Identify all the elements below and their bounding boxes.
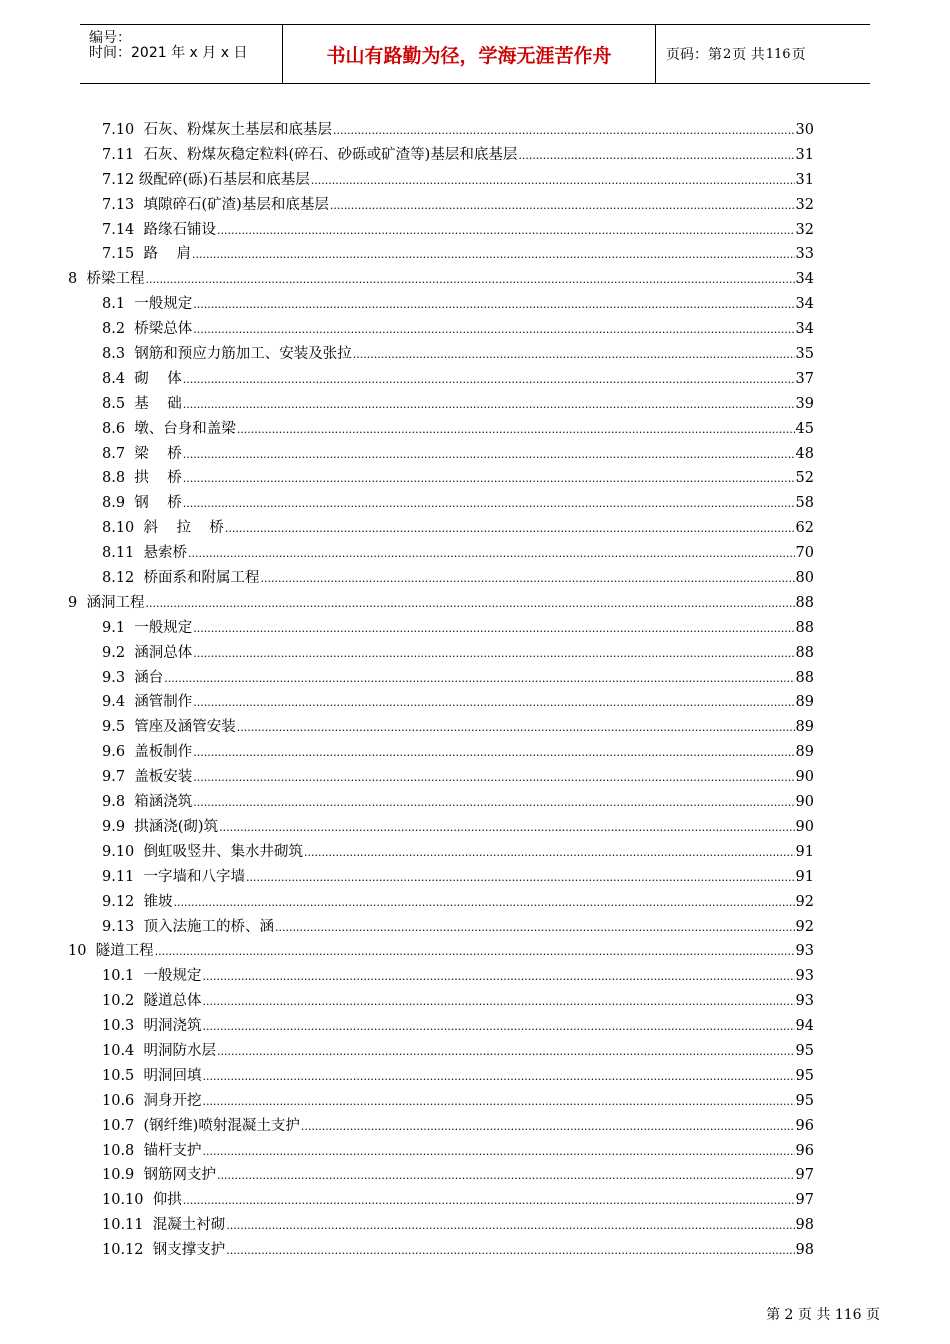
toc-entry-title: 7.10 石灰、粉煤灰土基层和底基层	[102, 122, 333, 138]
toc-entry-title: 7.14 路缘石铺设	[102, 221, 217, 238]
toc-entry[interactable]	[0, 616, 814, 641]
toc-entry-title: 10.2 隧道总体	[102, 993, 202, 1010]
toc-entry[interactable]	[0, 118, 814, 143]
toc-dot-leader	[518, 144, 794, 169]
toc-entry[interactable]	[0, 317, 814, 342]
footer-page-prefix: 第	[766, 1307, 781, 1323]
toc-entry[interactable]	[0, 168, 814, 193]
toc-entry[interactable]	[0, 790, 814, 815]
header-page-suffix: 页	[791, 47, 806, 63]
toc-dot-leader	[174, 891, 795, 916]
toc-dot-leader	[203, 965, 795, 990]
toc-dot-leader	[203, 1065, 795, 1090]
header-page-total: 116	[765, 46, 791, 62]
toc-entry-page: 48	[795, 445, 814, 462]
toc-entry[interactable]	[0, 815, 814, 840]
toc-entry-title: 10.4 明洞防水层	[102, 1042, 217, 1059]
toc-entry-page: 90	[795, 769, 814, 786]
toc-dot-leader	[217, 219, 795, 244]
toc-entry-title: 10.11 混凝土衬砌	[102, 1217, 226, 1234]
toc-entry[interactable]	[0, 765, 814, 790]
toc-entry-title: 8.4 砌 体	[102, 370, 182, 387]
toc-entry-title: 8.11 悬索桥	[102, 545, 188, 562]
toc-entry-title: 8.8 拱 桥	[102, 470, 182, 487]
toc-entry-page: 32	[795, 221, 814, 238]
toc-dot-leader	[183, 467, 795, 492]
toc-entry-page: 91	[795, 843, 814, 860]
page-footer	[766, 1304, 880, 1324]
toc-entry-page: 89	[795, 744, 814, 761]
toc-entry-title: 7.12 级配碎(砾)石基层和底基层	[102, 171, 310, 188]
toc-entry-page: 33	[795, 246, 814, 263]
toc-entry-title: 9.8 箱涵浇筑	[102, 794, 193, 811]
toc-entry-page: 95	[795, 1092, 814, 1109]
toc-entry-title: 10.10 仰拱	[102, 1192, 182, 1209]
toc-dot-leader	[246, 866, 795, 891]
toc-dot-leader	[183, 492, 795, 517]
toc-entry-title: 9.1 一般规定	[102, 619, 193, 636]
toc-dot-leader	[203, 1140, 795, 1165]
toc-entry-title: 8.7 梁 桥	[102, 445, 182, 462]
toc-entry-page: 62	[795, 520, 814, 537]
toc-entry-page: 34	[795, 271, 814, 288]
toc-entry[interactable]	[0, 666, 814, 691]
toc-dot-leader	[193, 741, 794, 766]
toc-dot-leader	[311, 169, 795, 194]
toc-dot-leader	[203, 990, 795, 1015]
toc-entry-page: 98	[795, 1242, 814, 1259]
toc-dot-leader	[219, 816, 794, 841]
header-page-info	[656, 25, 870, 83]
toc-entry-page: 88	[795, 619, 814, 636]
toc-dot-leader	[217, 1164, 795, 1189]
toc-entry-title: 7.11 石灰、粉煤灰稳定粒料(碎石、砂砾或矿渣等)基层和底基层	[102, 146, 518, 163]
toc-entry-page: 32	[795, 196, 814, 213]
toc-entry-page: 92	[795, 918, 814, 935]
toc-dot-leader	[275, 916, 795, 941]
toc-dot-leader	[145, 592, 794, 617]
toc-dot-leader	[353, 343, 795, 368]
footer-page-total: 116	[834, 1307, 862, 1323]
toc-entry[interactable]	[0, 342, 814, 367]
toc-entry-title: 9.5 管座及涵管安装	[102, 719, 236, 736]
toc-dot-leader	[226, 1214, 794, 1239]
toc-dot-leader	[225, 517, 795, 542]
toc-entry-page: 34	[795, 296, 814, 313]
toc-entry[interactable]	[0, 1188, 814, 1213]
header-page-current: 2	[723, 46, 732, 62]
toc-entry-title: 9 涵洞工程	[68, 594, 145, 611]
toc-entry-page: 90	[795, 794, 814, 811]
toc-dot-leader	[192, 243, 795, 268]
toc-entry-page: 31	[795, 171, 814, 188]
toc-entry-title: 10.6 洞身开挖	[102, 1092, 202, 1109]
document-number-label: 编号：	[89, 30, 131, 46]
toc-dot-leader	[188, 542, 795, 567]
toc-entry[interactable]	[0, 1139, 814, 1164]
toc-entry[interactable]	[0, 442, 814, 467]
toc-entry[interactable]	[0, 989, 814, 1014]
toc-entry-page: 88	[795, 594, 814, 611]
toc-dot-leader	[183, 393, 795, 418]
toc-entry-page: 30	[795, 122, 814, 138]
toc-dot-leader	[193, 293, 794, 318]
toc-dot-leader	[183, 368, 795, 393]
toc-entry[interactable]	[0, 516, 814, 541]
toc-dot-leader	[193, 791, 794, 816]
toc-entry-title: 8.12 桥面系和附属工程	[102, 570, 260, 587]
toc-entry-title: 10.8 锚杆支护	[102, 1142, 202, 1159]
toc-entry[interactable]	[0, 740, 814, 765]
header-page-prefix: 页码：第	[666, 47, 722, 63]
toc-entry-title: 8.1 一般规定	[102, 296, 193, 313]
toc-dot-leader	[261, 567, 795, 592]
toc-entry-title: 8.5 基 础	[102, 395, 182, 412]
toc-entry-page: 95	[795, 1042, 814, 1059]
toc-dot-leader	[193, 766, 794, 791]
toc-entry-page: 70	[795, 545, 814, 562]
toc-entry-page: 89	[795, 694, 814, 711]
toc-dot-leader	[203, 1090, 795, 1115]
toc-entry-page: 92	[795, 893, 814, 910]
toc-entry-title: 8.10 斜 拉 桥	[102, 520, 224, 537]
toc-entry[interactable]	[0, 915, 814, 940]
toc-dot-leader	[333, 119, 795, 144]
toc-entry-title: 8.9 钢 桥	[102, 495, 182, 512]
toc-entry-page: 88	[795, 669, 814, 686]
toc-entry-title: 9.2 涵洞总体	[102, 644, 193, 661]
table-of-contents	[0, 118, 950, 1263]
toc-dot-leader	[193, 617, 794, 642]
footer-page-current: 2	[784, 1307, 794, 1323]
toc-dot-leader	[226, 1239, 794, 1264]
toc-entry[interactable]	[0, 1114, 814, 1139]
toc-entry[interactable]	[0, 1238, 814, 1263]
toc-entry[interactable]	[0, 466, 814, 491]
page-header	[80, 24, 870, 84]
toc-entry-page: 93	[795, 943, 814, 960]
toc-entry-title: 10.7 (钢纤维)喷射混凝土支护	[102, 1117, 300, 1134]
document-time-label: 时间：2021 年 x 月 x 日	[89, 45, 248, 61]
toc-entry[interactable]	[0, 566, 814, 591]
toc-dot-leader	[183, 1189, 795, 1214]
toc-entry[interactable]	[0, 641, 814, 666]
toc-entry-page: 88	[795, 644, 814, 661]
header-motto: 书山有路勤为径，学海无涯苦作舟	[283, 25, 656, 83]
toc-entry-title: 8.6 墩、台身和盖梁	[102, 420, 236, 437]
toc-entry-title: 10.1 一般规定	[102, 968, 202, 985]
toc-entry[interactable]	[0, 939, 814, 964]
header-page-mid: 页 共	[732, 47, 765, 63]
toc-entry-title: 9.13 顶入法施工的桥、涵	[102, 918, 275, 935]
toc-entry[interactable]	[0, 1039, 814, 1064]
toc-entry[interactable]	[0, 143, 814, 168]
toc-entry[interactable]	[0, 267, 814, 292]
toc-entry[interactable]	[0, 865, 814, 890]
toc-entry-page: 95	[795, 1067, 814, 1084]
toc-entry-page: 45	[795, 420, 814, 437]
toc-entry-title: 9.3 涵台	[102, 669, 164, 686]
toc-entry-title: 8 桥梁工程	[68, 271, 145, 288]
toc-dot-leader	[193, 691, 794, 716]
toc-entry-page: 35	[795, 346, 814, 363]
toc-dot-leader	[330, 194, 795, 219]
toc-entry-page: 98	[795, 1217, 814, 1234]
toc-dot-leader	[193, 318, 794, 343]
toc-entry-title: 9.6 盖板制作	[102, 744, 193, 761]
footer-page-mid: 页 共	[797, 1307, 831, 1323]
toc-entry[interactable]	[0, 690, 814, 715]
toc-entry[interactable]	[0, 417, 814, 442]
toc-dot-leader	[183, 443, 795, 468]
toc-entry-page: 97	[795, 1167, 814, 1184]
toc-entry-title: 10.12 钢支撑支护	[102, 1242, 226, 1259]
toc-entry[interactable]	[0, 292, 814, 317]
toc-entry-page: 80	[795, 570, 814, 587]
toc-entry-title: 9.12 锥坡	[102, 893, 173, 910]
toc-entry-page: 58	[795, 495, 814, 512]
toc-entry-page: 37	[795, 370, 814, 387]
toc-entry-title: 8.3 钢筋和预应力筋加工、安装及张拉	[102, 346, 352, 363]
toc-entry-title: 9.7 盖板安装	[102, 769, 193, 786]
toc-entry[interactable]	[0, 1064, 814, 1089]
toc-entry[interactable]	[0, 715, 814, 740]
header-meta	[80, 25, 283, 83]
toc-entry[interactable]	[0, 367, 814, 392]
toc-entry[interactable]	[0, 591, 814, 616]
toc-entry-title: 7.15 路 肩	[102, 246, 191, 263]
toc-entry-title: 7.13 填隙碎石(矿渣)基层和底基层	[102, 196, 329, 213]
toc-entry-page: 90	[795, 818, 814, 835]
toc-dot-leader	[237, 716, 795, 741]
toc-entry[interactable]	[0, 1089, 814, 1114]
toc-entry-page: 97	[795, 1192, 814, 1209]
toc-dot-leader	[164, 667, 794, 692]
toc-dot-leader	[203, 1015, 795, 1040]
toc-entry[interactable]	[0, 1163, 814, 1188]
toc-entry-title: 9.10 倒虹吸竖井、集水井砌筑	[102, 843, 304, 860]
toc-entry-page: 31	[795, 146, 814, 163]
toc-dot-leader	[304, 841, 795, 866]
toc-entry-page: 34	[795, 321, 814, 338]
footer-page-suffix: 页	[866, 1307, 880, 1323]
toc-dot-leader	[145, 268, 794, 293]
toc-dot-leader	[237, 418, 795, 443]
toc-dot-leader	[301, 1115, 795, 1140]
toc-entry-title: 9.4 涵管制作	[102, 694, 193, 711]
toc-entry-title: 8.2 桥梁总体	[102, 321, 193, 338]
toc-entry[interactable]	[0, 1014, 814, 1039]
toc-dot-leader	[193, 642, 794, 667]
toc-entry[interactable]	[0, 193, 814, 218]
toc-entry-page: 94	[795, 1018, 814, 1035]
toc-entry-title: 9.9 拱涵浇(砌)筑	[102, 818, 219, 835]
toc-entry-title: 10.5 明洞回填	[102, 1067, 202, 1084]
toc-entry[interactable]	[0, 1213, 814, 1238]
toc-entry-title: 10 隧道工程	[68, 943, 154, 960]
toc-entry[interactable]	[0, 491, 814, 516]
toc-entry-page: 91	[795, 868, 814, 885]
toc-entry[interactable]	[0, 218, 814, 243]
toc-entry-page: 93	[795, 968, 814, 985]
toc-entry[interactable]	[0, 964, 814, 989]
toc-entry[interactable]	[0, 242, 814, 267]
toc-entry-page: 93	[795, 993, 814, 1010]
toc-entry[interactable]	[0, 840, 814, 865]
toc-entry-page: 52	[795, 470, 814, 487]
toc-entry-title: 10.9 钢筋网支护	[102, 1167, 217, 1184]
toc-entry-page: 39	[795, 395, 814, 412]
toc-entry-page: 89	[795, 719, 814, 736]
toc-dot-leader	[217, 1040, 795, 1065]
toc-entry[interactable]	[0, 541, 814, 566]
toc-entry[interactable]	[0, 890, 814, 915]
toc-dot-leader	[155, 940, 795, 965]
toc-entry-page: 96	[795, 1142, 814, 1159]
toc-entry-title: 10.3 明洞浇筑	[102, 1018, 202, 1035]
toc-entry-page: 96	[795, 1117, 814, 1134]
toc-entry[interactable]	[0, 392, 814, 417]
toc-entry-title: 9.11 一字墙和八字墙	[102, 868, 246, 885]
